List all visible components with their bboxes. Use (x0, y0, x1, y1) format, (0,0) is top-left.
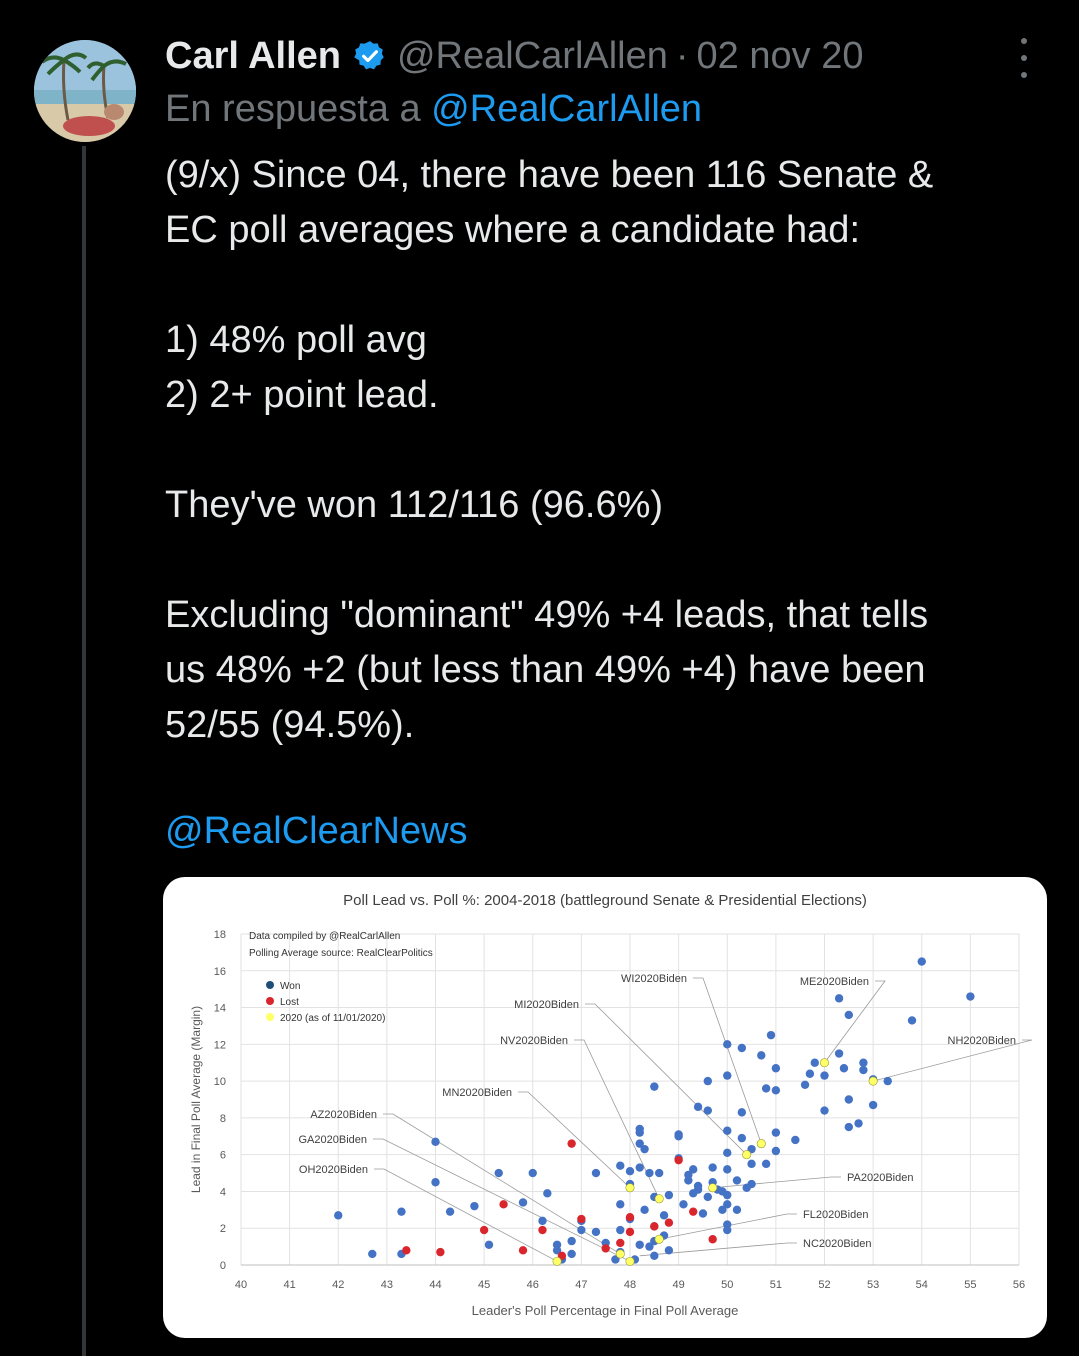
tweet-line: Excluding "dominant" 49% +4 leads, that tells (165, 594, 929, 636)
annotation-label: WI2020Biden (620, 973, 687, 985)
annotation-label: ME2020Biden (799, 976, 869, 988)
scatter-point (772, 1086, 780, 1094)
scatter-point (601, 1244, 609, 1252)
scatter-point (820, 1059, 828, 1067)
scatter-point (859, 1066, 867, 1074)
scatter-point (431, 1138, 439, 1146)
scatter-point (616, 1162, 624, 1170)
scatter-point (640, 1206, 648, 1214)
scatter-point (553, 1257, 561, 1265)
scatter-point (529, 1169, 537, 1177)
scatter-point (908, 1016, 916, 1024)
x-tick-label: 46 (526, 1279, 539, 1291)
y-tick-label: 8 (219, 1112, 226, 1125)
scatter-point (767, 1031, 775, 1039)
scatter-point (723, 1127, 731, 1135)
tweet-line: 2) 2+ point lead. (165, 374, 439, 416)
scatter-point (626, 1167, 634, 1175)
legend-label: Lost (280, 997, 299, 1008)
scatter-point (689, 1207, 697, 1215)
author-name[interactable]: Carl Allen (165, 34, 341, 77)
x-tick-label: 47 (575, 1279, 588, 1291)
x-tick-label: 48 (623, 1279, 637, 1291)
y-tick-label: 16 (213, 965, 226, 978)
tweet-line: 1) 48% poll avg (165, 319, 427, 361)
scatter-point (704, 1193, 712, 1201)
x-tick-label: 45 (478, 1279, 491, 1291)
scatter-point (499, 1200, 507, 1208)
scatter-point (650, 1252, 658, 1260)
x-tick-label: 53 (867, 1279, 880, 1291)
scatter-point (772, 1147, 780, 1155)
scatter-point (708, 1235, 716, 1243)
tweet-line: EC poll averages where a candidate had: (165, 209, 861, 251)
tweet-line: They've won 112/116 (96.6%) (165, 484, 664, 526)
scatter-point (738, 1134, 746, 1142)
tweet-text (165, 148, 1055, 753)
x-tick-label: 55 (964, 1279, 977, 1291)
tweet-line (165, 533, 1055, 588)
scatter-point (699, 1209, 707, 1217)
scatter-point (738, 1108, 746, 1116)
y-tick-label: 2 (219, 1223, 226, 1236)
x-tick-label: 54 (915, 1279, 928, 1291)
scatter-point (665, 1219, 673, 1227)
scatter-point (626, 1213, 634, 1221)
header-separator: · (675, 34, 689, 77)
scatter-point (334, 1211, 342, 1219)
scatter-point (743, 1150, 751, 1158)
scatter-point (811, 1059, 819, 1067)
y-tick-label: 4 (219, 1186, 226, 1199)
scatter-point (708, 1163, 716, 1171)
thread-line (82, 146, 86, 1356)
scatter-point (592, 1228, 600, 1236)
scatter-point (674, 1132, 682, 1140)
scatter-point (397, 1207, 405, 1215)
x-tick-label: 52 (818, 1279, 831, 1291)
scatter-point (859, 1059, 867, 1067)
x-tick-label: 50 (721, 1279, 734, 1291)
avatar-photo (34, 40, 136, 142)
scatter-point (650, 1082, 658, 1090)
legend-marker (266, 1013, 274, 1021)
scatter-point (636, 1241, 644, 1249)
annotation-label: PA2020Biden (847, 1172, 914, 1184)
scatter-point (636, 1125, 644, 1133)
scatter-point (884, 1077, 892, 1085)
scatter-point (869, 1077, 877, 1085)
scatter-point (772, 1128, 780, 1136)
annotation-label: FL2020Biden (803, 1209, 869, 1221)
scatter-point (845, 1011, 853, 1019)
scatter-point (626, 1184, 634, 1192)
y-axis-label: Lead in Final Poll Average (Margin) (189, 1005, 203, 1194)
scatter-point (918, 957, 926, 965)
scatter-point (519, 1246, 527, 1254)
x-tick-label: 51 (769, 1279, 782, 1291)
scatter-point (689, 1165, 697, 1173)
legend-marker (266, 997, 274, 1005)
scatter-chart (163, 877, 1047, 1338)
avatar[interactable] (34, 40, 136, 142)
scatter-point (772, 1064, 780, 1072)
scatter-point (495, 1169, 503, 1177)
chart-image-card[interactable] (163, 877, 1047, 1338)
annotation-label: NH2020Biden (947, 1035, 1016, 1047)
scatter-point (431, 1178, 439, 1186)
annotation-leader-line (825, 981, 886, 1063)
scatter-point (402, 1246, 410, 1254)
annotation-leader-line (373, 1139, 630, 1261)
scatter-point (645, 1169, 653, 1177)
scatter-point (840, 1064, 848, 1072)
scatter-point (567, 1250, 575, 1258)
scatter-point (708, 1184, 716, 1192)
scatter-point (626, 1228, 634, 1236)
verified-badge-icon (353, 39, 387, 73)
annotation-label: MN2020Biden (442, 1087, 512, 1099)
scatter-point (723, 1071, 731, 1079)
y-tick-label: 6 (219, 1149, 226, 1162)
annotation-label: MI2020Biden (514, 999, 579, 1011)
scatter-point (806, 1070, 814, 1078)
scatter-point (747, 1160, 755, 1168)
scatter-point (655, 1235, 663, 1243)
y-tick-label: 18 (213, 929, 226, 941)
scatter-point (436, 1248, 444, 1256)
scatter-point (801, 1081, 809, 1089)
scatter-point (679, 1200, 687, 1208)
scatter-point (869, 1101, 877, 1109)
more-options-icon[interactable] (1012, 38, 1036, 78)
scatter-point (845, 1095, 853, 1103)
annotation-label: NC2020Biden (803, 1238, 872, 1250)
annotation-label: AZ2020Biden (310, 1109, 377, 1121)
scatter-point (704, 1106, 712, 1114)
source-note: Data compiled by @RealCarlAllen (249, 931, 401, 942)
x-tick-label: 44 (429, 1279, 442, 1291)
scatter-point (791, 1136, 799, 1144)
tweet-date[interactable]: 02 nov 20 (696, 34, 864, 77)
scatter-point (480, 1226, 488, 1234)
mention-link[interactable]: @RealClearNews (165, 810, 468, 852)
tweet-line: (9/x) Since 04, there have been 116 Senate & (165, 154, 934, 196)
scatter-point (577, 1226, 585, 1234)
x-tick-label: 49 (672, 1279, 685, 1291)
annotation-leader-line (640, 1243, 797, 1256)
author-handle[interactable]: @RealCarlAllen (396, 34, 668, 77)
reply-mention-link[interactable]: @RealCarlAllen (431, 88, 703, 130)
legend-label: 2020 (as of 11/01/2020) (280, 1013, 386, 1024)
legend-label: Won (280, 981, 301, 992)
scatter-point (738, 1044, 746, 1052)
y-tick-label: 10 (213, 1076, 226, 1089)
annotation-leader-line (585, 1004, 747, 1155)
scatter-point (616, 1239, 624, 1247)
scatter-point (723, 1040, 731, 1048)
scatter-point (762, 1084, 770, 1092)
annotation-label: OH2020Biden (298, 1164, 368, 1176)
scatter-point (733, 1176, 741, 1184)
scatter-point (694, 1103, 702, 1111)
scatter-point (674, 1156, 682, 1164)
tweet-line (165, 258, 1055, 313)
y-tick-label: 12 (213, 1039, 226, 1052)
x-tick-label: 40 (234, 1279, 248, 1291)
scatter-point (704, 1077, 712, 1085)
chart-title: Poll Lead vs. Poll %: 2004-2018 (battleground Senate & Presidential Elections) (343, 892, 867, 909)
scatter-point (577, 1215, 585, 1223)
annotation-leader-line (383, 1114, 620, 1254)
y-tick-label: 0 (219, 1260, 226, 1272)
scatter-point (820, 1071, 828, 1079)
scatter-point (538, 1217, 546, 1225)
tweet-header (165, 28, 863, 84)
scatter-point (616, 1250, 624, 1258)
reply-context (165, 88, 702, 131)
source-note: Polling Average source: RealClearPolitics (249, 948, 433, 959)
scatter-point (835, 994, 843, 1002)
scatter-point (723, 1149, 731, 1157)
annotation-label: GA2020Biden (298, 1134, 367, 1146)
scatter-point (538, 1226, 546, 1234)
scatter-point (446, 1207, 454, 1215)
scatter-point (665, 1246, 673, 1254)
scatter-point (567, 1237, 575, 1245)
annotation-leader-line (713, 1177, 841, 1188)
scatter-point (655, 1169, 663, 1177)
x-axis-label: Leader's Poll Percentage in Final Poll Average (471, 1303, 739, 1318)
x-tick-label: 56 (1012, 1279, 1026, 1291)
scatter-point (966, 992, 974, 1000)
scatter-point (640, 1145, 648, 1153)
tweet-line: 52/55 (94.5%). (165, 704, 415, 746)
reply-prefix: En respuesta a (165, 88, 421, 130)
scatter-point (470, 1202, 478, 1210)
scatter-point (835, 1049, 843, 1057)
tweet-line: us 48% +2 (but less than 49% +4) have been (165, 649, 926, 691)
legend-marker (266, 981, 274, 989)
scatter-point (616, 1200, 624, 1208)
scatter-point (723, 1165, 731, 1173)
scatter-point (733, 1206, 741, 1214)
scatter-point (626, 1257, 634, 1265)
scatter-point (553, 1241, 561, 1249)
scatter-point (723, 1191, 731, 1199)
x-tick-label: 41 (283, 1279, 296, 1291)
scatter-point (519, 1198, 527, 1206)
scatter-point (616, 1226, 624, 1234)
scatter-point (650, 1222, 658, 1230)
scatter-point (723, 1226, 731, 1234)
scatter-point (543, 1189, 551, 1197)
scatter-point (757, 1051, 765, 1059)
scatter-point (665, 1191, 673, 1199)
scatter-point (845, 1123, 853, 1131)
scatter-point (655, 1195, 663, 1203)
scatter-point (694, 1185, 702, 1193)
y-tick-label: 14 (213, 1002, 226, 1015)
annotation-label: NV2020Biden (500, 1035, 568, 1047)
x-tick-label: 42 (332, 1279, 345, 1291)
scatter-point (485, 1241, 493, 1249)
scatter-point (660, 1211, 668, 1219)
scatter-point (636, 1163, 644, 1171)
scatter-point (854, 1119, 862, 1127)
scatter-point (723, 1200, 731, 1208)
tweet-line (165, 423, 1055, 478)
scatter-point (747, 1180, 755, 1188)
scatter-point (592, 1169, 600, 1177)
scatter-point (820, 1106, 828, 1114)
scatter-point (567, 1139, 575, 1147)
x-tick-label: 43 (380, 1279, 393, 1291)
scatter-point (762, 1160, 770, 1168)
scatter-point (368, 1250, 376, 1258)
scatter-point (757, 1139, 765, 1147)
